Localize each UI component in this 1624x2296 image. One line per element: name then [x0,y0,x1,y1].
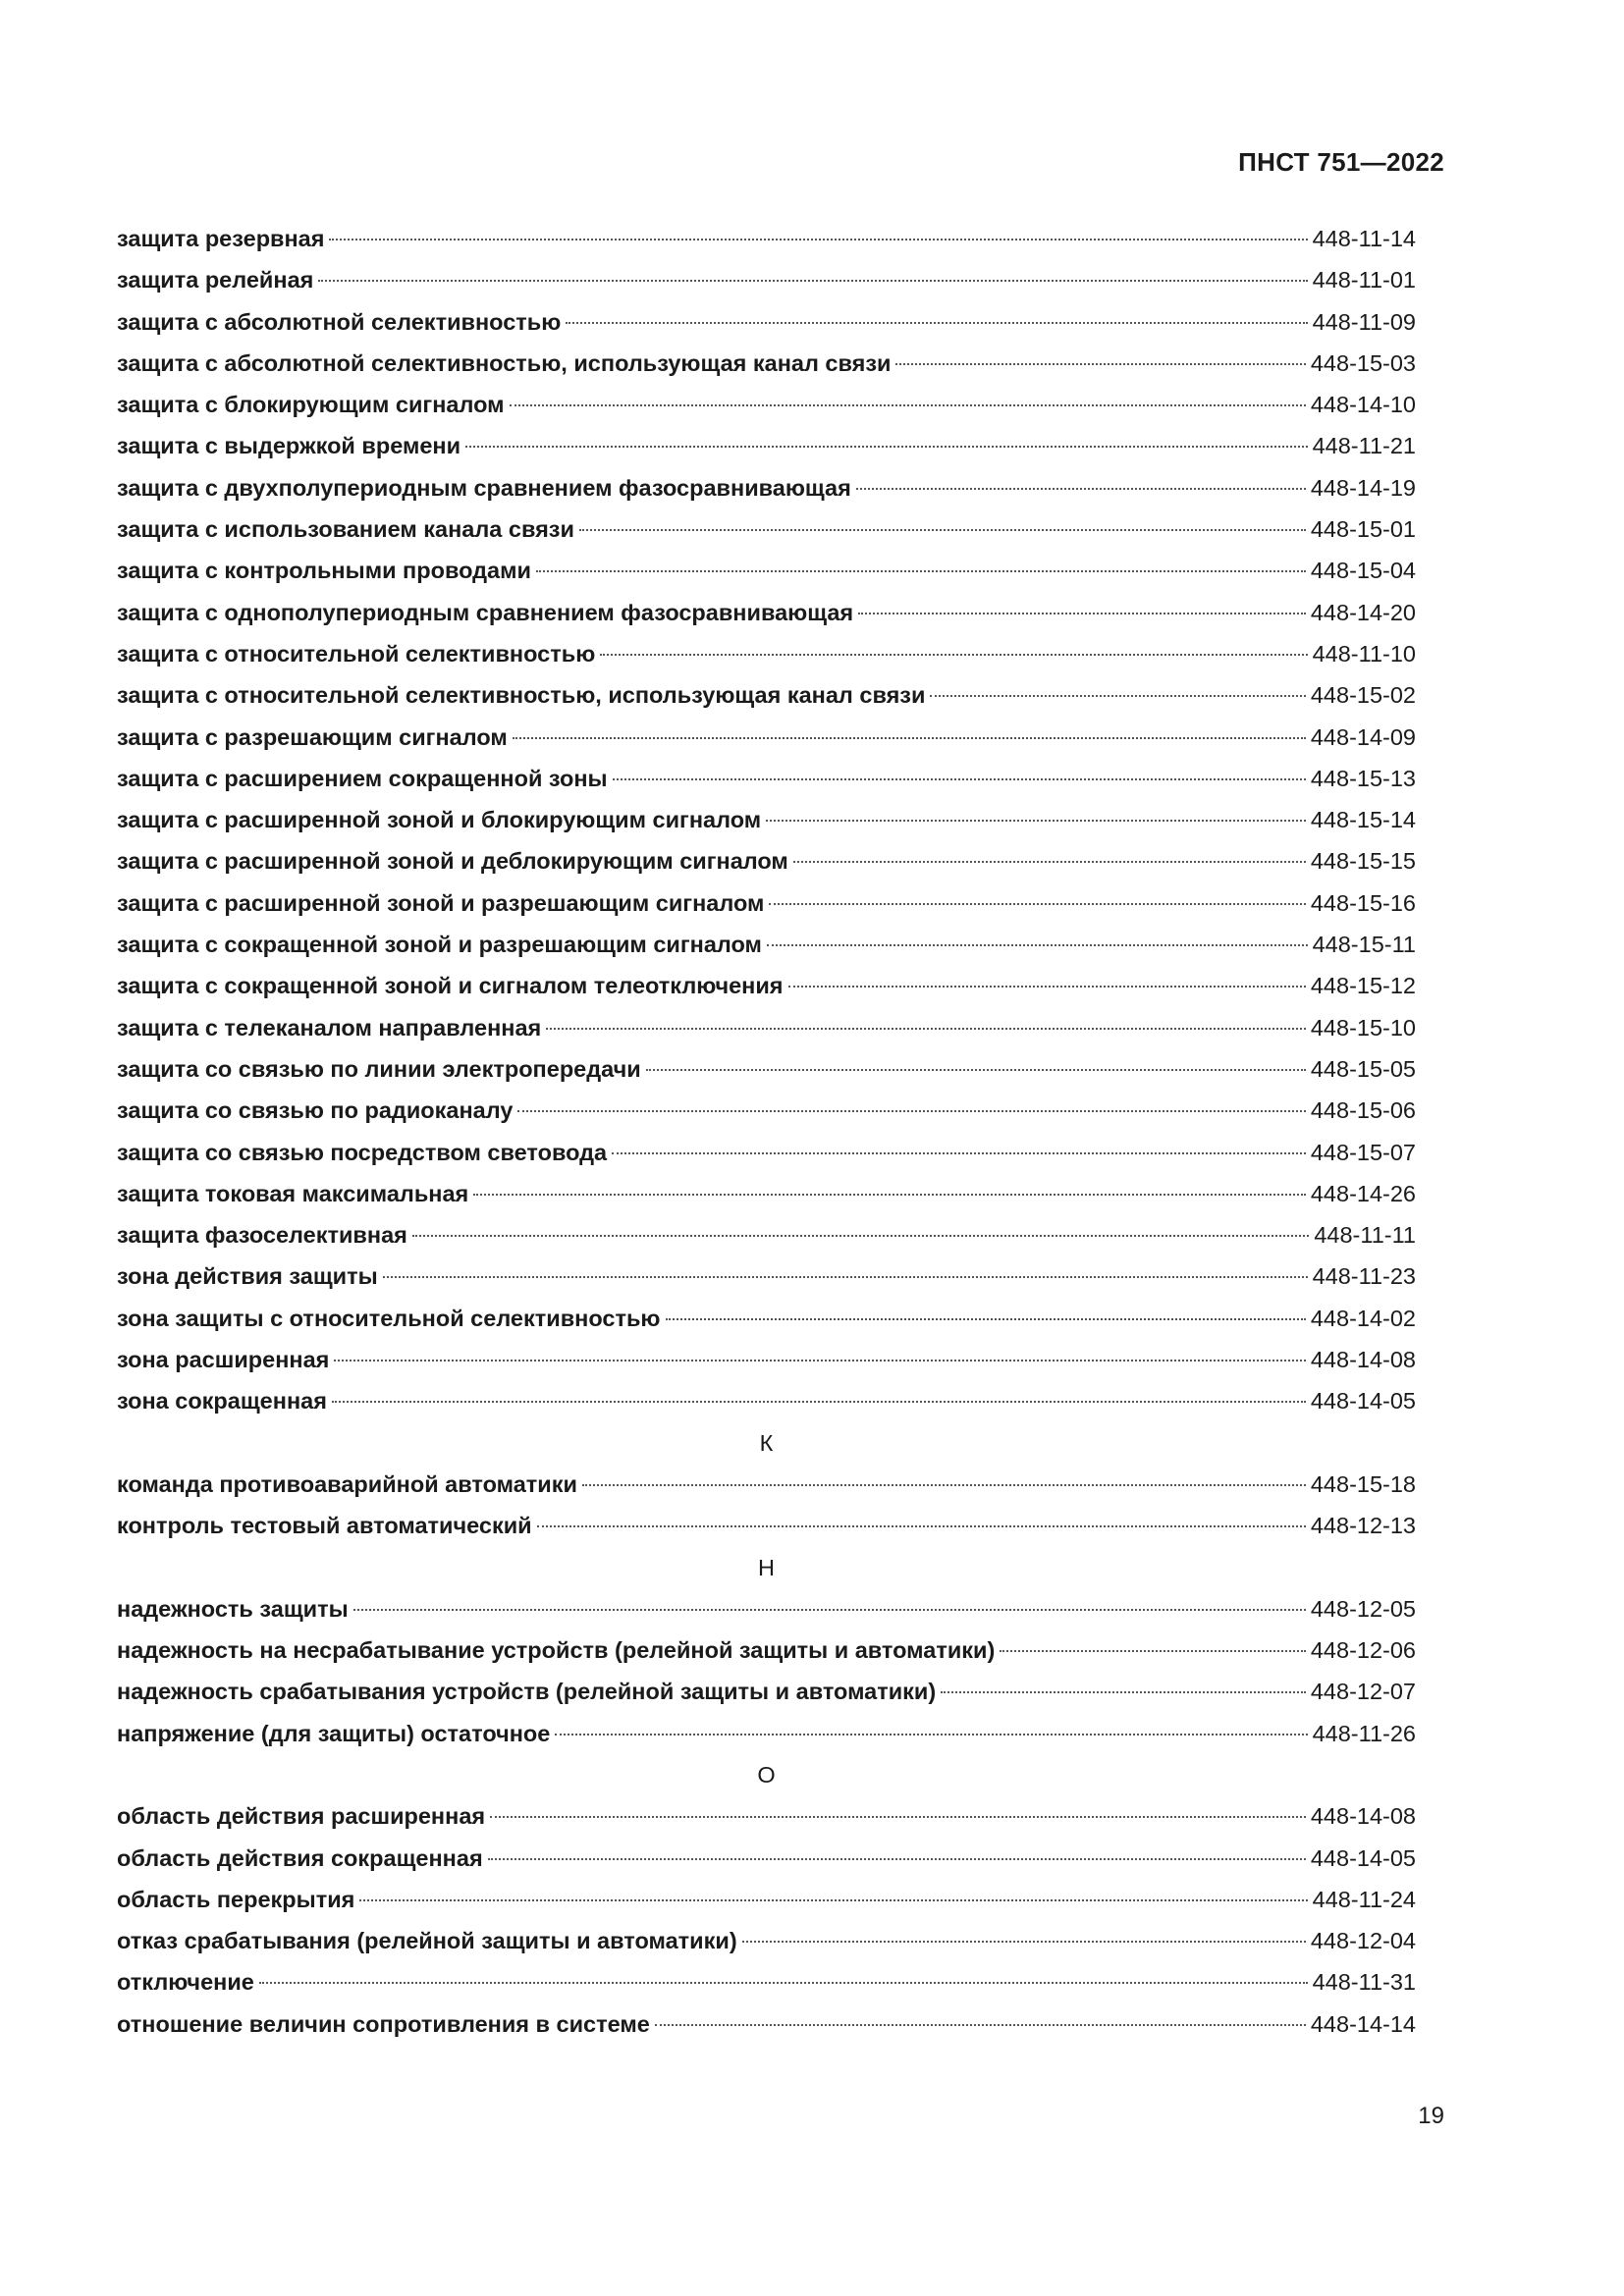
index-entry [117,309,1416,350]
dot-leader [742,1941,1306,1943]
entry-code: 448-12-07 [1310,1679,1416,1705]
index-entry [117,682,1416,723]
index-entry [117,973,1416,1014]
entry-code: 448-14-08 [1310,1347,1416,1373]
entry-term: защита с телеканалом направленная [117,1014,542,1041]
dot-leader [318,280,1307,282]
entry-code: 448-12-04 [1310,1928,1416,1954]
index-entry [117,1306,1416,1347]
index-entry [117,1803,1416,1844]
entry-term: защита со связью по радиоканалу [117,1097,514,1124]
entry-code: 448-11-01 [1312,267,1416,294]
entry-code: 448-14-09 [1310,723,1416,750]
index-entry [117,1596,1416,1637]
entry-code: 448-14-02 [1310,1305,1416,1331]
index-entry [117,807,1416,848]
entry-code: 448-14-10 [1310,392,1416,418]
dot-leader [856,488,1306,490]
entry-code: 448-15-16 [1310,889,1416,916]
entry-code: 448-12-05 [1310,1595,1416,1622]
dot-leader [537,1525,1306,1527]
entry-term: отношение величин сопротивления в системе [117,2010,650,2037]
index-entry [117,1015,1416,1056]
entry-term: зона сокращенная [117,1388,327,1415]
entry-term: защита со связью посредством световода [117,1139,608,1165]
index-entry [117,1181,1416,1222]
entry-code: 448-11-26 [1312,1720,1416,1746]
entry-term: зона защиты с относительной селективностью [117,1305,661,1331]
entry-code: 448-11-24 [1312,1886,1416,1912]
entry-code: 448-15-14 [1310,807,1416,833]
dot-leader [646,1069,1306,1071]
entry-term: защита релейная [117,267,314,294]
dot-leader [510,404,1306,406]
entry-term: защита со связью по линии электропередачи [117,1055,641,1082]
dot-leader [359,1899,1307,1901]
entry-code: 448-15-13 [1310,765,1416,791]
dot-leader [895,363,1305,365]
entry-code: 448-15-01 [1310,516,1416,543]
index-entry [117,558,1416,599]
dot-leader [766,820,1306,822]
dot-leader [767,944,1308,946]
entry-code: 448-15-07 [1310,1139,1416,1165]
entry-term: защита с расширенной зоной и блокирующим сигналом [117,807,762,833]
index-entry [117,2011,1416,2053]
index-entry [117,1928,1416,1969]
dot-leader [465,446,1308,448]
entry-code: 448-11-21 [1312,433,1416,459]
dot-leader [666,1318,1306,1320]
dot-leader [546,1028,1306,1030]
entry-code: 448-15-05 [1310,1055,1416,1082]
index-entry [117,1721,1416,1762]
entry-term: область перекрытия [117,1886,355,1912]
entry-term: защита с расширенной зоной и деблокирующим сигналом [117,848,788,875]
entry-term: защита с относительной селективностью [117,640,596,667]
entry-code: 448-14-19 [1310,474,1416,501]
index-entry [117,1513,1416,1554]
index-entry [117,600,1416,641]
index-entry [117,1679,1416,1720]
entry-code: 448-14-20 [1310,599,1416,625]
entry-code: 448-15-02 [1310,682,1416,709]
dot-leader [1000,1650,1306,1652]
entry-term: надежность срабатывания устройств (релейной защиты и автоматики) [117,1679,937,1705]
entry-term: контроль тестовый автоматический [117,1513,532,1539]
dot-leader [930,695,1305,697]
entry-code: 448-12-13 [1310,1513,1416,1539]
entry-term: отказ срабатывания (релейной защиты и автоматики) [117,1928,737,1954]
dot-leader [412,1235,1309,1237]
index-entry [117,516,1416,558]
entry-term: защита с расширенной зоной и разрешающим сигналом [117,889,765,916]
dot-leader [600,654,1307,656]
entry-term: напряжение (для защиты) остаточное [117,1720,551,1746]
dot-leader [488,1858,1306,1860]
dot-leader [332,1401,1306,1403]
index-entry [117,392,1416,433]
entry-term: команда противоаварийной автоматики [117,1470,577,1497]
entry-code: 448-14-14 [1310,2010,1416,2037]
entry-term: защита с блокирующим сигналом [117,392,505,418]
dot-leader [259,1982,1308,1984]
entry-code: 448-15-15 [1310,848,1416,875]
dot-leader [941,1691,1306,1693]
index-entry [117,1637,1416,1679]
entry-term: защита с расширением сокращенной зоны [117,765,608,791]
index-entry [117,890,1416,932]
dot-leader [555,1734,1307,1735]
entry-term: зона расширенная [117,1347,330,1373]
index-entry [117,475,1416,516]
entry-term: надежность на несрабатывание устройств (релейной защиты и автоматики) [117,1637,996,1664]
dot-leader [613,778,1306,780]
entry-code: 448-15-10 [1310,1014,1416,1041]
document-code: ПНСТ 751—2022 [1238,147,1444,177]
index-entry [117,1263,1416,1305]
dot-leader [612,1152,1306,1154]
entry-code: 448-12-06 [1310,1637,1416,1664]
index-entry [117,267,1416,308]
entry-term: защита с выдержкой времени [117,433,461,459]
entry-code: 448-15-04 [1310,558,1416,584]
entry-code: 448-14-05 [1310,1388,1416,1415]
dot-leader [579,529,1306,531]
entry-code: 448-11-23 [1312,1263,1416,1290]
dot-leader [383,1276,1308,1278]
entry-term: защита токовая максимальная [117,1180,469,1206]
entry-code: 448-14-05 [1310,1844,1416,1871]
section-letter: О [757,1761,776,1788]
dot-leader [517,1110,1305,1112]
entry-term: отключение [117,1969,254,1996]
entry-term: защита с контрольными проводами [117,558,531,584]
index-entry [117,1471,1416,1513]
index-entry [117,1056,1416,1097]
dot-leader [329,239,1307,240]
entry-term: защита с двухполупериодным сравнением фазосравнивающая [117,474,851,501]
index-entry [117,433,1416,474]
entry-code: 448-11-31 [1312,1969,1416,1996]
dot-leader [788,986,1306,988]
entry-term: защита с сокращенной зоной и разрешающим сигналом [117,932,762,958]
index-entry [117,1845,1416,1887]
index-entry [117,724,1416,766]
entry-code: 448-11-09 [1312,308,1416,335]
entry-code: 448-14-08 [1310,1803,1416,1830]
page-number: 19 [1418,2103,1444,2129]
index-entry [117,1887,1416,1928]
dot-leader [536,570,1306,572]
index-entry [117,1222,1416,1263]
dot-leader [655,2024,1306,2026]
index-entry [117,641,1416,682]
entry-code: 448-15-06 [1310,1097,1416,1124]
term-index [117,226,1416,2053]
index-entry [117,1347,1416,1388]
dot-leader [582,1484,1306,1486]
entry-code: 448-11-14 [1312,226,1416,251]
index-entry [117,1097,1416,1139]
entry-term: зона действия защиты [117,1263,378,1290]
entry-term: защита с абсолютной селективностью, использующая канал связи [117,349,892,376]
index-entry [117,226,1416,267]
dot-leader [566,322,1307,324]
entry-term: область действия сокращенная [117,1844,483,1871]
dot-leader [353,1609,1306,1611]
section-letter: Н [758,1554,775,1580]
entry-term: защита фазоселективная [117,1222,407,1249]
dot-leader [334,1360,1305,1362]
dot-leader [769,903,1305,905]
entry-term: защита с однополупериодным сравнением фазосравнивающая [117,599,854,625]
entry-term: защита с абсолютной селективностью [117,308,562,335]
index-entry [117,1969,1416,2010]
index-entry [117,350,1416,392]
index-entry [117,1388,1416,1429]
entry-term: защита с использованием канала связи [117,516,574,543]
dot-leader [793,861,1306,863]
dot-leader [473,1194,1306,1196]
entry-term: защита с сокращенной зоной и сигналом телеотключения [117,973,784,999]
dot-leader [490,1816,1306,1818]
index-entry [117,766,1416,807]
entry-term: защита с разрешающим сигналом [117,723,508,750]
entry-code: 448-11-10 [1312,640,1416,667]
section-letter: К [759,1429,774,1456]
entry-code: 448-15-11 [1312,932,1416,958]
dot-leader [513,737,1306,739]
entry-code: 448-15-03 [1310,349,1416,376]
entry-code: 448-15-12 [1310,973,1416,999]
entry-term: защита с относительной селективностью, использующая канал связи [117,682,926,709]
entry-term: область действия расширенная [117,1803,486,1830]
entry-code: 448-11-11 [1314,1222,1416,1249]
entry-term: надежность защиты [117,1595,349,1622]
entry-term: защита резервная [117,226,325,251]
dot-leader [858,613,1306,614]
index-entry [117,1140,1416,1181]
entry-code: 448-15-18 [1310,1470,1416,1497]
entry-code: 448-14-26 [1310,1180,1416,1206]
index-entry [117,848,1416,889]
index-entry [117,932,1416,973]
